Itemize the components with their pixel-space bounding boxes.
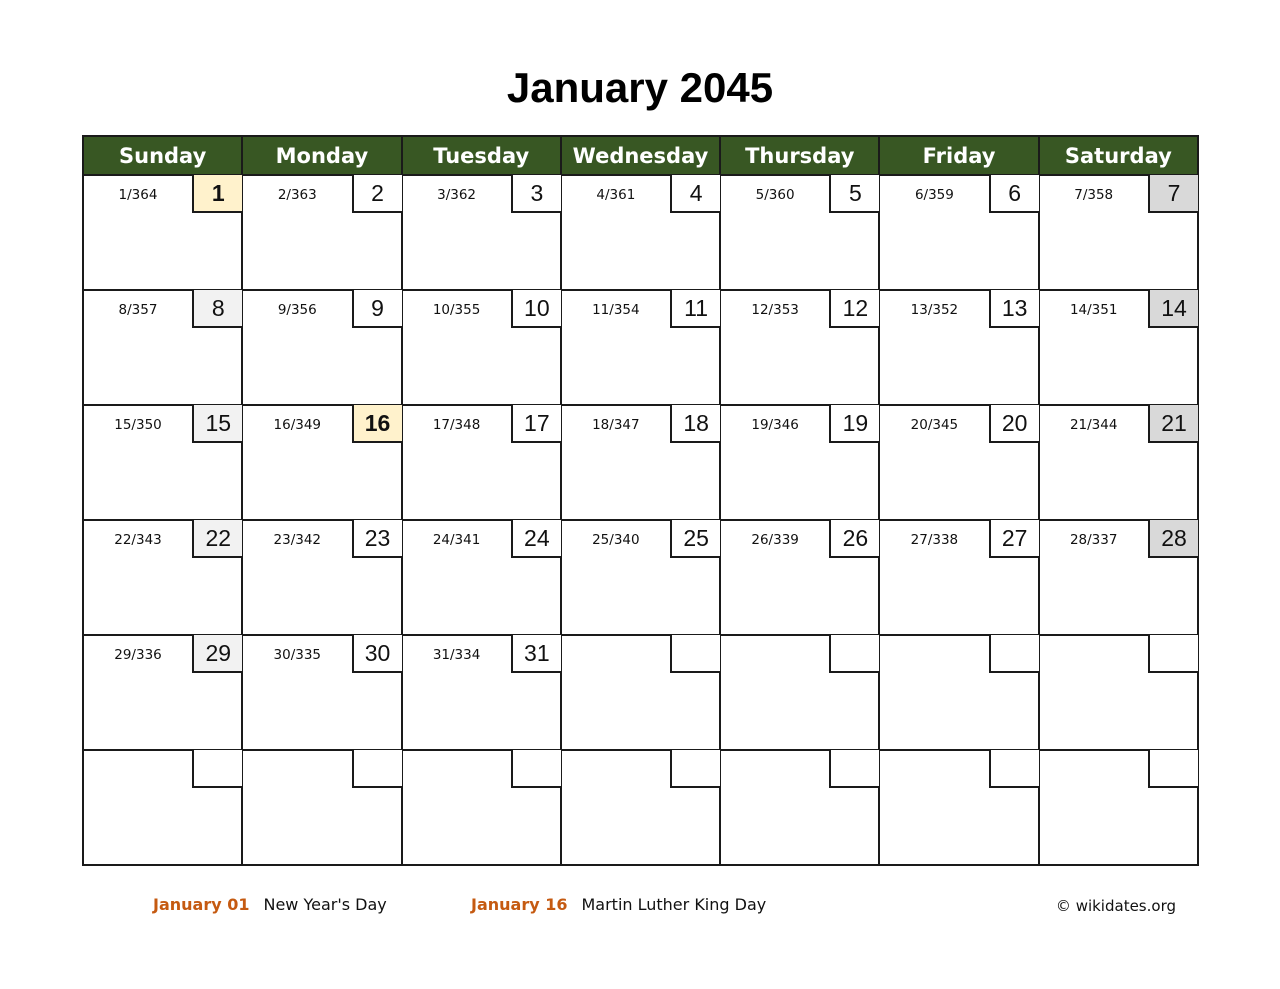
day-number: 16 (352, 405, 402, 443)
day-of-year-label: 7/358 (1074, 187, 1114, 203)
day-number: 9 (352, 290, 402, 328)
weekday-header-monday: Monday (242, 136, 401, 175)
day-cell (402, 635, 561, 750)
day-of-year-label: 18/347 (592, 417, 640, 433)
day-number: 25 (670, 520, 720, 558)
day-number (670, 635, 720, 673)
holiday-name: Martin Luther King Day (581, 895, 767, 914)
day-cell (402, 405, 561, 520)
day-number (192, 750, 242, 788)
day-number: 30 (352, 635, 402, 673)
day-of-year-label: 10/355 (432, 302, 481, 318)
day-cell (720, 290, 879, 405)
day-cell (242, 405, 401, 520)
day-of-year-label: 9/356 (277, 302, 317, 318)
day-number (989, 635, 1039, 673)
day-number (829, 750, 879, 788)
day-cell (561, 635, 720, 750)
day-of-year-label: 19/346 (751, 417, 799, 433)
day-number: 10 (511, 290, 561, 328)
day-of-year-label: 20/345 (910, 417, 959, 433)
day-of-year-label: 17/348 (432, 417, 481, 433)
day-number: 3 (511, 175, 561, 213)
day-of-year-label: 24/341 (432, 532, 481, 548)
day-of-year-label: 30/335 (273, 647, 322, 663)
day-cell (561, 520, 720, 635)
day-number: 2 (352, 175, 402, 213)
day-number: 19 (829, 405, 879, 443)
holiday-date: January 16 (471, 895, 568, 914)
day-cell (720, 405, 879, 520)
day-number: 28 (1148, 520, 1198, 558)
day-cell (720, 750, 879, 865)
day-number: 15 (192, 405, 242, 443)
weekday-header-row (83, 136, 1198, 175)
day-number: 27 (989, 520, 1039, 558)
day-number: 21 (1148, 405, 1198, 443)
day-cell (83, 175, 242, 290)
holiday-entry (153, 894, 387, 916)
day-number: 12 (829, 290, 879, 328)
day-number: 8 (192, 290, 242, 328)
weekday-header-friday: Friday (879, 136, 1038, 175)
day-of-year-label: 28/337 (1069, 532, 1118, 548)
weekday-header-wednesday: Wednesday (561, 136, 720, 175)
day-number: 29 (192, 635, 242, 673)
day-cell (561, 750, 720, 865)
weekday-header-thursday: Thursday (720, 136, 879, 175)
day-cell (242, 750, 401, 865)
day-cell (720, 520, 879, 635)
day-number: 20 (989, 405, 1039, 443)
day-cell (402, 520, 561, 635)
day-of-year-label: 31/334 (432, 647, 481, 663)
day-cell (402, 750, 561, 865)
day-number (1148, 635, 1198, 673)
day-number (1148, 750, 1198, 788)
day-of-year-label: 29/336 (114, 647, 162, 663)
day-of-year-label: 23/342 (273, 532, 322, 548)
day-cell (879, 520, 1038, 635)
day-cell (1039, 290, 1198, 405)
holiday-name: New Year's Day (263, 895, 387, 914)
month-calendar (82, 135, 1199, 866)
day-number: 4 (670, 175, 720, 213)
day-cell (83, 750, 242, 865)
week-row (83, 175, 1198, 290)
day-number: 7 (1148, 175, 1198, 213)
day-cell (879, 405, 1038, 520)
day-of-year-label: 2/363 (277, 187, 317, 203)
day-number: 1 (192, 175, 242, 213)
day-number: 18 (670, 405, 720, 443)
day-cell (561, 405, 720, 520)
week-row (83, 635, 1198, 750)
day-of-year-label: 16/349 (273, 417, 322, 433)
day-number: 17 (511, 405, 561, 443)
week-row (83, 750, 1198, 865)
day-of-year-label: 22/343 (114, 532, 162, 548)
day-of-year-label: 21/344 (1069, 417, 1118, 433)
day-of-year-label: 4/361 (596, 187, 636, 203)
week-row (83, 405, 1198, 520)
day-number (670, 750, 720, 788)
day-of-year-label: 25/340 (592, 532, 640, 548)
page-title: January 2045 (506, 64, 774, 111)
day-cell (1039, 405, 1198, 520)
day-of-year-label: 27/338 (910, 532, 959, 548)
day-number (511, 750, 561, 788)
weekday-header-tuesday: Tuesday (402, 136, 561, 175)
day-of-year-label: 13/352 (910, 302, 959, 318)
calendar-body (83, 175, 1198, 865)
day-number: 14 (1148, 290, 1198, 328)
day-cell (1039, 175, 1198, 290)
day-of-year-label: 11/354 (592, 302, 640, 318)
day-cell (402, 175, 561, 290)
day-cell (879, 175, 1038, 290)
day-cell (561, 175, 720, 290)
day-cell (83, 635, 242, 750)
day-of-year-label: 6/359 (914, 187, 954, 203)
day-cell (1039, 635, 1198, 750)
site-credit: © wikidates.org (1055, 897, 1176, 915)
weekday-header-saturday: Saturday (1039, 136, 1198, 175)
day-number: 5 (829, 175, 879, 213)
day-number (989, 750, 1039, 788)
day-of-year-label: 3/362 (437, 187, 477, 203)
day-number: 24 (511, 520, 561, 558)
week-row (83, 290, 1198, 405)
day-cell (720, 635, 879, 750)
day-number: 13 (989, 290, 1039, 328)
day-of-year-label: 14/351 (1069, 302, 1118, 318)
day-number: 22 (192, 520, 242, 558)
holiday-entry (471, 894, 766, 916)
day-cell (83, 405, 242, 520)
day-cell (242, 175, 401, 290)
day-cell (242, 290, 401, 405)
day-of-year-label: 15/350 (114, 417, 162, 433)
day-of-year-label: 8/357 (118, 302, 158, 318)
weekday-header-sunday: Sunday (83, 136, 242, 175)
day-cell (83, 290, 242, 405)
day-cell (1039, 520, 1198, 635)
day-number: 11 (670, 290, 720, 328)
day-cell (1039, 750, 1198, 865)
day-cell (242, 520, 401, 635)
day-cell (879, 635, 1038, 750)
day-of-year-label: 12/353 (751, 302, 799, 318)
day-cell (83, 520, 242, 635)
week-row (83, 520, 1198, 635)
day-of-year-label: 5/360 (755, 187, 795, 203)
day-of-year-label: 26/339 (751, 532, 799, 548)
day-number: 23 (352, 520, 402, 558)
day-number: 31 (511, 635, 561, 673)
day-cell (720, 175, 879, 290)
holiday-date: January 01 (153, 895, 250, 914)
day-number (829, 635, 879, 673)
day-number: 26 (829, 520, 879, 558)
day-cell (402, 290, 561, 405)
day-cell (242, 635, 401, 750)
day-cell (879, 290, 1038, 405)
day-cell (879, 750, 1038, 865)
day-cell (561, 290, 720, 405)
day-number (352, 750, 402, 788)
day-of-year-label: 1/364 (118, 187, 158, 203)
day-number: 6 (989, 175, 1039, 213)
